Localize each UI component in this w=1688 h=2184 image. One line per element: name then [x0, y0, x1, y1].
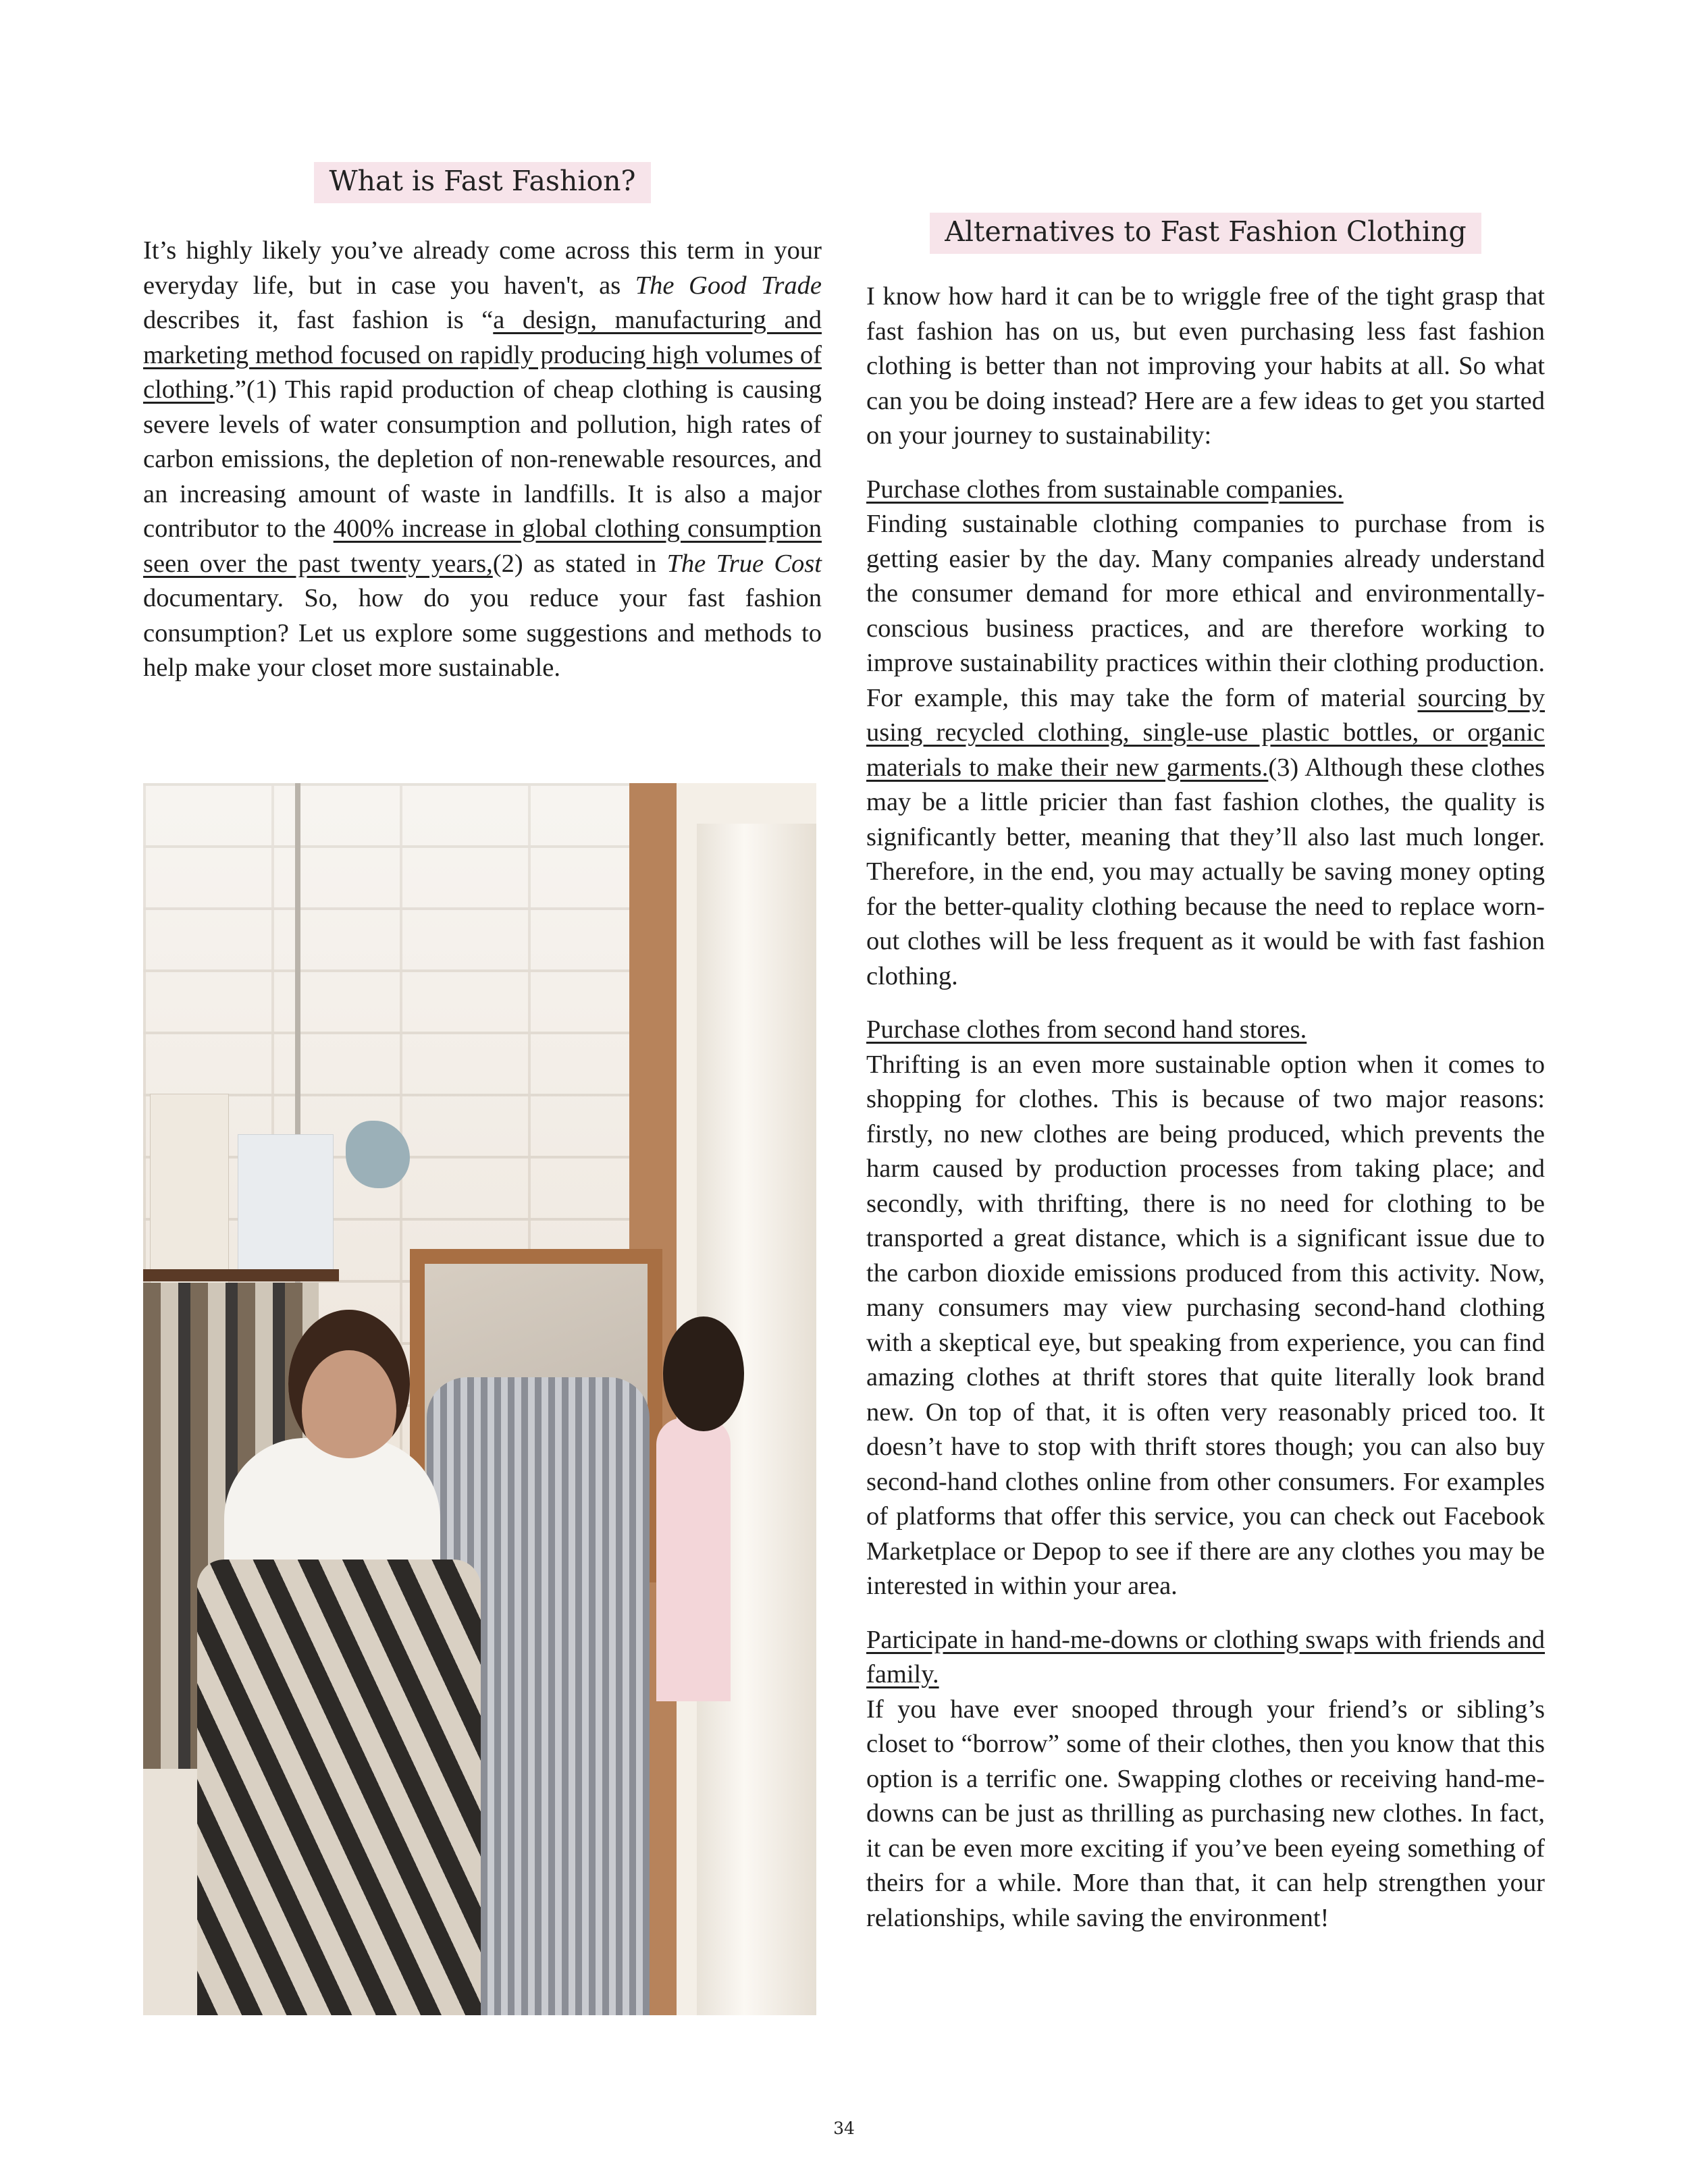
heading-what-is-fast-fashion: What is Fast Fashion? [314, 162, 650, 203]
woman-pink-head [663, 1316, 744, 1431]
hand-me-downs-paragraph [866, 1623, 1545, 1936]
section-second-hand [866, 1013, 1545, 1604]
clothes-rail [143, 1269, 339, 1281]
text: (2) as stated in [492, 549, 667, 578]
text: It’s highly likely you’ve already come across this term in your everyday life, but in case you haven't, as [143, 236, 822, 300]
subheading-second-hand: Purchase clothes from second hand stores. [866, 1015, 1307, 1044]
heading-alternatives: Alternatives to Fast Fashion Clothing [930, 213, 1481, 254]
left-heading-wrap [143, 162, 822, 203]
true-cost-title: The True Cost [666, 549, 822, 578]
alternatives-intro: I know how hard it can be to wriggle free of the tight grasp that fast fashion has on us, but even purchasing less fast fashion clothing is better than not improving your habits at all. So what can you be doing instead? Here are a few ideas to get you started on your journey to sustainability: [866, 282, 1545, 450]
right-column [866, 213, 1545, 1936]
consumption-stat-link[interactable]: 400% increase in global clothing consumption seen over the past twenty years, [143, 514, 822, 578]
right-heading-wrap [866, 213, 1545, 254]
good-trade-title: The Good Trade [635, 271, 822, 300]
section-sustainable-companies [866, 473, 1545, 994]
subheading-hand-me-downs: Participate in hand-me-downs or clothing swaps with friends and family. [866, 1625, 1545, 1689]
second-hand-paragraph [866, 1013, 1545, 1604]
fast-fashion-paragraph [143, 234, 822, 686]
good-trade-link[interactable]: a design, manufacturing and marketing method focused on rapidly producing high volumes of clothing [143, 306, 822, 404]
left-column [143, 162, 822, 686]
pinned-drawing [238, 1134, 334, 1271]
text: (3) Although these clothes may be a little pricier than fast fashion clothes, the quality is significantly better, meaning that they’ll also last much longer. Therefore, in the end, you may actually be saving money opting for the better-quality clothing because the need to replace worn-out clothes will be less frequent as it would be with fast fashion clothing. [866, 753, 1545, 990]
text: describes it, fast fashion is “ [143, 306, 494, 335]
section-hand-me-downs [866, 1623, 1545, 1936]
text: Thrifting is an even more sustainable option when it comes to shopping for clothes. This is because of two major reasons: firstly, no new clothes are being produced, which prevents the harm caused by production processes from taking place; and secondly, with thrifting, there is no need for clothing to be transported a great distance, which is a significant issue due to the carbon dioxide emissions produced from this activity. Now, many consumers may view purchasing second-hand clothing with a skeptical eye, but speaking from experience, you can find amazing clothes at thrift stores that quite literally look brand new. On top of that, it is often very reasonably priced too. It doesn’t have to stop with thrift stores though; you can also buy second-hand clothes online from other consumers. For examples of platforms that offer this service, you can check out Facebook Marketplace or Depop to see if there are any clothes you may be interested in within your area. [866, 1050, 1545, 1601]
clothing-store-photo [143, 783, 816, 2015]
text: documentary. So, how do you reduce your fast fashion consumption? Let us explore some suggestions and methods to help make your closet more sustainable. [143, 584, 822, 683]
woman-pink-top [656, 1418, 731, 1701]
woman-white-head [288, 1310, 410, 1458]
text: If you have ever snooped through your friend’s or sibling’s closet to “borrow” some of their clothes, then you know that this option is a terrific one. Swapping clothes or receiving hand-me-downs can be just as thrilling as purchasing new clothes. In fact, it can be even more exciting if you’ve been eyeing something of theirs for a while. More than that, it can help strengthen your relationships, while saving the environment! [866, 1695, 1545, 1932]
page-number: 34 [833, 2119, 855, 2138]
text: .”(1) This rapid production of cheap clothing is causing severe levels of water consumption and pollution, high rates of carbon emissions, the depletion of non-renewable resources, and an increasing amount of waste in landfills. It is also a major contributor to the [143, 375, 822, 543]
pinned-sketch [150, 1094, 229, 1291]
sustainable-companies-paragraph [866, 473, 1545, 994]
subheading-sustainable-companies: Purchase clothes from sustainable companies. [866, 475, 1344, 504]
sourcing-link[interactable]: sourcing by using recycled clothing, single-use plastic bottles, or organic materials to make their new garments. [866, 683, 1545, 782]
text: Finding sustainable clothing companies to purchase from is getting easier by the day. Many companies already understand the consumer demand for more ethical and environmentally-conscious business practices, and are therefore working to improve sustainability practices within their clothing production. For example, this may take the form of material [866, 510, 1545, 712]
striped-garment [197, 1560, 481, 2015]
